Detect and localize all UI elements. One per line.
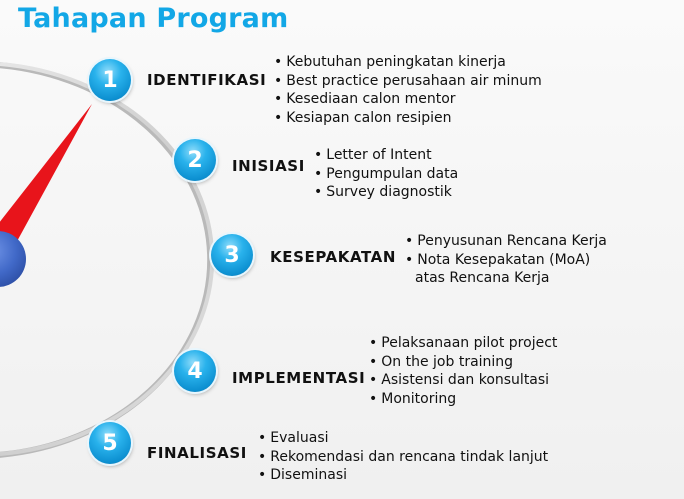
step-4-bullets (369, 334, 557, 408)
step-4-number: 4 (174, 350, 216, 392)
list-item: • Monitoring (369, 390, 557, 409)
list-item: • Penyusunan Rencana Kerja (405, 232, 607, 251)
list-item: • Asistensi dan konsultasi (369, 371, 557, 390)
progress-arc (0, 65, 210, 455)
step-1-bullets (274, 53, 542, 127)
step-3-bullets (405, 232, 607, 288)
step-2-number: 2 (174, 139, 216, 181)
list-item: • Kebutuhan peningkatan kinerja (274, 53, 542, 72)
step-2-bullets (314, 146, 458, 202)
list-item: • Best practice perusahaan air minum (274, 72, 542, 91)
list-item: • Kesiapan calon resipien (274, 109, 542, 128)
list-item: • Evaluasi (258, 429, 548, 448)
step-5-number: 5 (89, 422, 131, 464)
needle (0, 104, 92, 245)
list-item: • On the job training (369, 353, 557, 372)
step-4-label: IMPLEMENTASI (232, 369, 366, 387)
list-item: • Diseminasi (258, 466, 548, 485)
step-1-label: IDENTIFIKASI (147, 71, 267, 89)
gauge-hub (0, 231, 26, 287)
list-item: • Nota Kesepakatan (MoA) (405, 251, 607, 270)
page-title: Tahapan Program (18, 3, 289, 34)
step-5-label: FINALISASI (147, 444, 247, 462)
list-item-continuation: atas Rencana Kerja (415, 270, 550, 286)
list-item: • Kesediaan calon mentor (274, 90, 542, 109)
list-item: • Pengumpulan data (314, 165, 458, 184)
progress-arc-highlight (0, 64, 212, 454)
step-3-label: KESEPAKATAN (270, 248, 397, 266)
list-item: • Pelaksanaan pilot project (369, 334, 557, 353)
step-3-number: 3 (211, 234, 253, 276)
step-5-bullets (258, 429, 548, 485)
step-1-number: 1 (89, 59, 131, 101)
list-item: • Rekomendasi dan rencana tindak lanjut (258, 448, 548, 467)
step-2-label: INISIASI (232, 157, 305, 175)
list-item: • Survey diagnostik (314, 183, 458, 202)
list-item: • Letter of Intent (314, 146, 458, 165)
